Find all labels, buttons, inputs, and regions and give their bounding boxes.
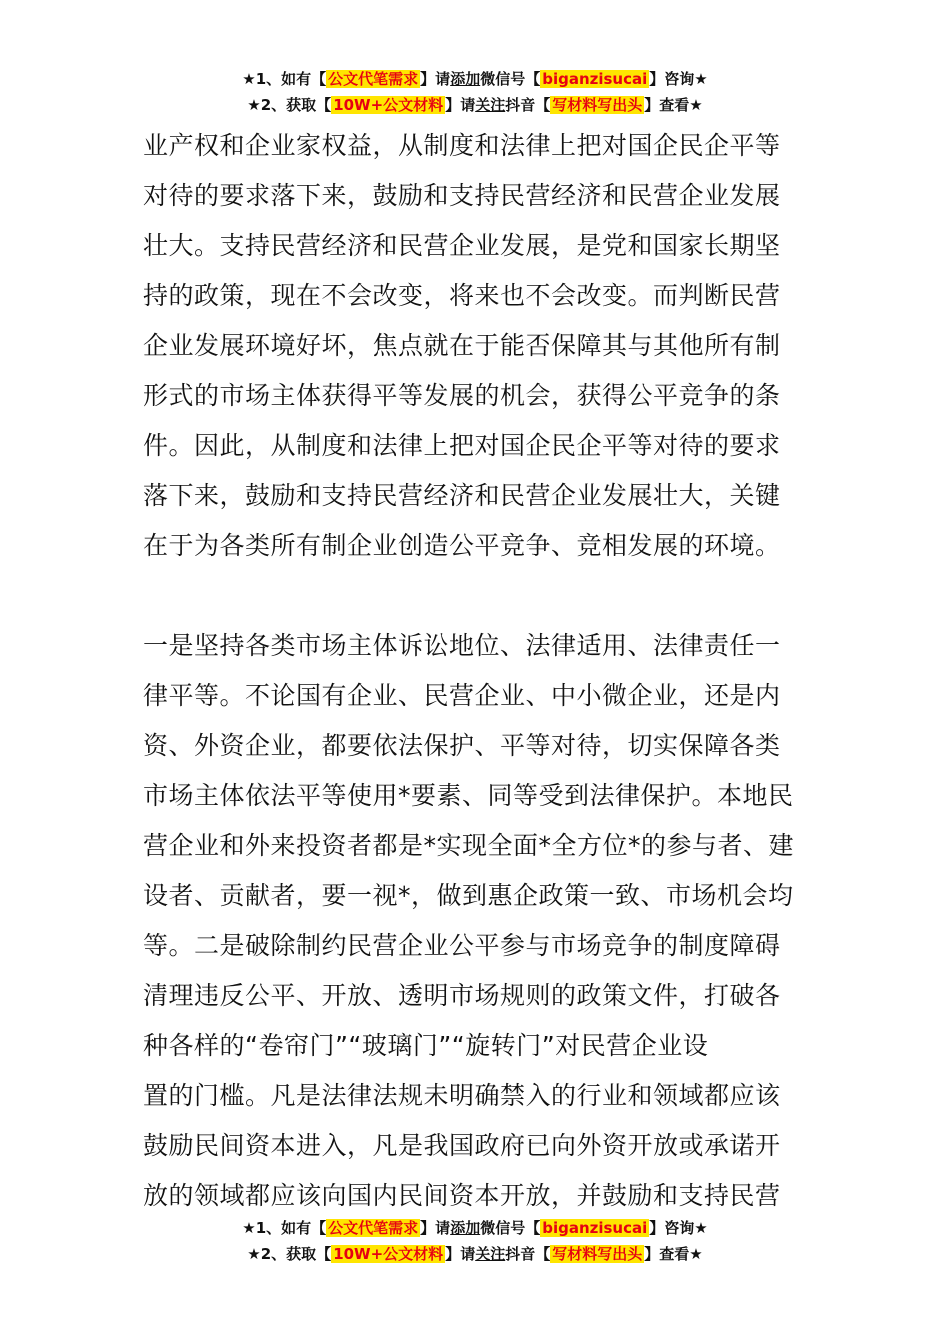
banner-highlight: 公文代笔需求	[328, 70, 419, 88]
banner-line-2	[0, 92, 950, 118]
banner-text: 】请	[420, 70, 451, 88]
text-line: 落下来，鼓励和支持民营经济和民营企业发展壮大，关键	[143, 481, 781, 510]
text-line: 业产权和企业家权益，从制度和法律上把对国企民企平等	[143, 131, 781, 160]
banner-text: 】请	[445, 96, 476, 114]
text-line: 一是坚持各类市场主体诉讼地位、法律适用、法律责任一	[143, 631, 781, 660]
banner-highlight: 写材料写出头	[552, 96, 643, 114]
banner-highlight: biganzisucai	[542, 70, 648, 88]
paragraph-2	[143, 621, 809, 1221]
banner-text: ★2、获取【	[247, 1245, 332, 1263]
banner-underline: 添加	[450, 1219, 481, 1237]
text-line: 放的领域都应该向国内民间资本开放，并鼓励和支持民营	[143, 1181, 781, 1210]
text-line: 等。二是破除制约民营企业公平参与市场竞争的制度障碍	[143, 931, 781, 960]
banner-text: ★2、获取【	[247, 96, 332, 114]
text-line: 对待的要求落下来，鼓励和支持民营经济和民营企业发展	[143, 181, 781, 210]
banner-underline: 添加	[450, 70, 481, 88]
text-line: 形式的市场主体获得平等发展的机会，获得公平竞争的条	[143, 381, 781, 410]
banner-text: 】请	[445, 1245, 476, 1263]
banner-underline: 关注	[475, 1245, 506, 1263]
banner-line-1	[0, 1215, 950, 1241]
banner-line-1	[0, 66, 950, 92]
text-line: 种各样的“卷帘门”“玻璃门”“旋转门”对民营企业设	[143, 1031, 709, 1060]
banner-text: ★1、如有【	[242, 70, 327, 88]
banner-line-2	[0, 1241, 950, 1267]
text-line: 企业发展环境好坏，焦点就在于能否保障其与其他所有制	[143, 331, 781, 360]
text-line: 营企业和外来投资者都是*实现全面*全方位*的参与者、建	[143, 831, 795, 860]
banner-highlight: 10W+公文材料	[333, 96, 444, 114]
banner-text: 】查看★	[644, 1245, 703, 1263]
banner-highlight: biganzisucai	[542, 1219, 648, 1237]
banner-highlight: 10W+公文材料	[333, 1245, 444, 1263]
text-line: 持的政策，现在不会改变，将来也不会改变。而判断民营	[143, 281, 781, 310]
text-line: 鼓励民间资本进入，凡是我国政府已向外资开放或承诺开	[143, 1131, 781, 1160]
banner-text: 】查看★	[644, 96, 703, 114]
footer-banner	[0, 1215, 950, 1267]
banner-text: 微信号【	[480, 1219, 541, 1237]
banner-text: 】咨询★	[649, 1219, 708, 1237]
text-line: 在于为各类所有制企业创造公平竞争、竞相发展的环境。	[143, 531, 781, 560]
document-body	[143, 121, 809, 1221]
banner-text: 】请	[420, 1219, 451, 1237]
text-line: 律平等。不论国有企业、民营企业、中小微企业，还是内	[143, 681, 781, 710]
text-line: 市场主体依法平等使用*要素、同等受到法律保护。本地民	[143, 781, 794, 810]
text-line: 清理违反公平、开放、透明市场规则的政策文件，打破各	[143, 981, 781, 1010]
banner-text: 微信号【	[480, 70, 541, 88]
banner-highlight: 写材料写出头	[552, 1245, 643, 1263]
header-banner	[0, 66, 950, 118]
banner-highlight: 公文代笔需求	[328, 1219, 419, 1237]
banner-underline: 关注	[475, 96, 506, 114]
banner-text: ★1、如有【	[242, 1219, 327, 1237]
text-line: 件。因此，从制度和法律上把对国企民企平等对待的要求	[143, 431, 781, 460]
text-line: 置的门槛。凡是法律法规未明确禁入的行业和领域都应该	[143, 1081, 781, 1110]
banner-text: 抖音【	[505, 96, 551, 114]
banner-text: 抖音【	[505, 1245, 551, 1263]
paragraph-gap	[143, 571, 809, 621]
text-line: 资、外资企业，都要依法保护、平等对待，切实保障各类	[143, 731, 781, 760]
text-line: 壮大。支持民营经济和民营企业发展，是党和国家长期坚	[143, 231, 781, 260]
banner-text: 】咨询★	[649, 70, 708, 88]
paragraph-1	[143, 121, 809, 571]
text-line: 设者、贡献者，要一视*，做到惠企政策一致、市场机会均	[143, 881, 794, 910]
